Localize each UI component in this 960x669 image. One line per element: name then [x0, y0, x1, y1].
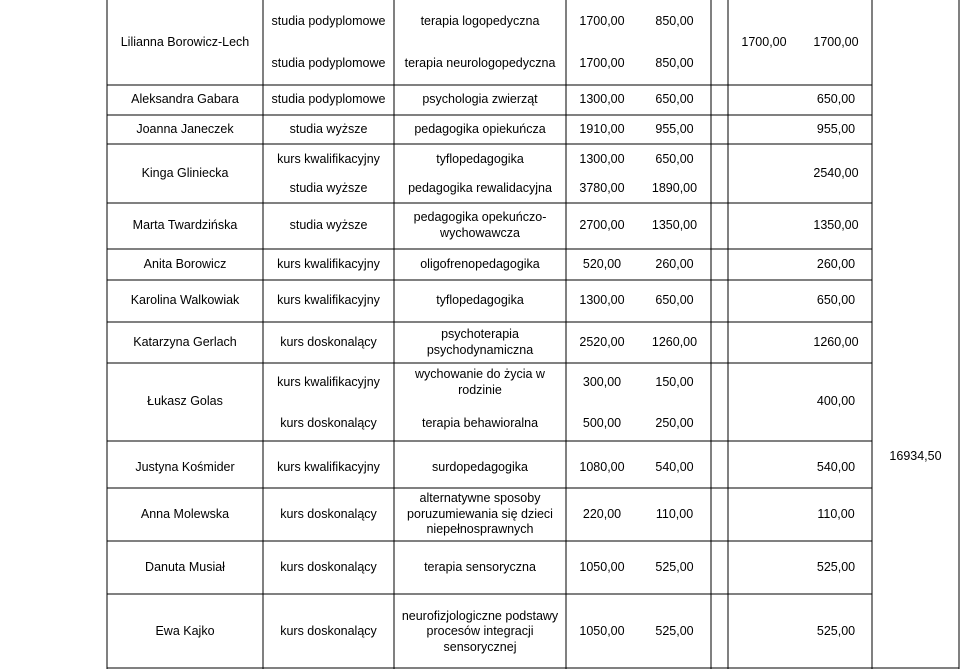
refund-value: 650,00	[655, 152, 694, 167]
cost-value: 500,00	[582, 416, 622, 431]
cost-value: 1300,00	[579, 152, 625, 167]
person-name: Justyna Kośmider	[135, 460, 235, 475]
subject: pedagogika opekuńczo- wychowawcza	[413, 210, 547, 240]
refund-value: 850,00	[655, 56, 694, 71]
person-name: Katarzyna Gerlach	[133, 334, 237, 349]
education-type: studia podyplomowe	[271, 92, 386, 107]
subject: tyflopedagogika	[436, 293, 524, 308]
education-type: kurs doskonalący	[280, 624, 377, 639]
subject: pedagogika rewalidacyjna	[408, 181, 552, 196]
person-total: 1700,00	[813, 34, 859, 49]
cost-value: 1910,00	[579, 121, 625, 136]
cost-value: 1300,00	[579, 92, 625, 107]
education-type: kurs kwalifikacyjny	[277, 152, 380, 167]
education-type: studia podyplomowe	[271, 14, 386, 29]
subject: neurofizjologiczne podstawy procesów integracji sensorycznej	[401, 608, 559, 654]
refund-value: 650,00	[655, 92, 694, 107]
person-total: 650,00	[816, 293, 856, 308]
education-type: kurs doskonalący	[280, 506, 377, 521]
refund-value: 1890,00	[651, 181, 698, 196]
cost-value: 1050,00	[579, 624, 625, 639]
person-name: Aleksandra Gabara	[131, 92, 239, 107]
education-type: kurs kwalifikacyjny	[277, 460, 380, 475]
person-total: 400,00	[816, 394, 856, 409]
refund-value: 1260,00	[651, 334, 698, 349]
refund-value: 110,00	[655, 506, 694, 521]
refund-value: 525,00	[655, 624, 694, 639]
cost-value: 3780,00	[579, 181, 625, 196]
cost-value: 300,00	[582, 375, 622, 390]
education-type: studia wyższe	[289, 181, 368, 196]
cost-value: 1700,00	[579, 56, 625, 71]
person-name: Lilianna Borowicz-Lech	[120, 34, 250, 49]
subject: terapia sensoryczna	[424, 559, 536, 574]
subject: oligofrenopedagogika	[420, 256, 540, 271]
person-total: 650,00	[816, 92, 856, 107]
education-type: kurs doskonalący	[280, 559, 377, 574]
subject: pedagogika opiekuńcza	[414, 121, 546, 136]
subject: terapia logopedyczna	[420, 14, 540, 29]
cost-value: 1300,00	[579, 293, 625, 308]
subject: alternatywne sposoby poruzumiewania się dzieci niepełnosprawnych	[407, 491, 553, 537]
education-type: kurs kwalifikacyjny	[277, 256, 380, 271]
person-name: Łukasz Golas	[147, 394, 223, 409]
refund-value: 525,00	[655, 559, 694, 574]
person-name: Anna Molewska	[140, 506, 230, 521]
person-name: Anita Borowicz	[143, 256, 227, 271]
education-type: kurs kwalifikacyjny	[277, 375, 380, 390]
refund-value: 540,00	[655, 460, 694, 475]
person-total: 525,00	[816, 624, 856, 639]
cost-value: 220,00	[582, 506, 622, 521]
education-type: kurs doskonalący	[280, 416, 377, 431]
education-type: studia wyższe	[289, 218, 368, 233]
person-name: Danuta Musiał	[145, 559, 225, 574]
subject: terapia neurologopedyczna	[404, 56, 556, 71]
person-name: Joanna Janeczek	[136, 121, 234, 136]
cost-value: 1080,00	[579, 460, 625, 475]
education-type: kurs kwalifikacyjny	[277, 293, 380, 308]
person-name: Kinga Gliniecka	[141, 165, 229, 180]
refund-value: 850,00	[655, 14, 694, 29]
person-total: 260,00	[816, 256, 856, 271]
education-type: studia podyplomowe	[271, 56, 386, 71]
refund-value: 260,00	[655, 256, 694, 271]
refund-value: 150,00	[655, 375, 694, 390]
person-total: 2540,00	[813, 165, 859, 180]
subject: psychoterapia psychodynamiczna	[426, 326, 534, 357]
refund-value: 955,00	[655, 121, 694, 136]
person-total: 1350,00	[813, 218, 859, 233]
refund-value: 650,00	[655, 293, 694, 308]
education-type: studia wyższe	[289, 121, 368, 136]
person-name: Ewa Kajko	[155, 624, 215, 639]
education-type: kurs doskonalący	[280, 334, 377, 349]
cost-value: 2700,00	[579, 218, 625, 233]
grand-total: 16934,50	[889, 449, 942, 464]
person-total: 955,00	[816, 121, 856, 136]
subject: surdopedagogika	[432, 460, 528, 475]
person-total: 1260,00	[813, 334, 859, 349]
person-total: 525,00	[816, 559, 856, 574]
person-name: Marta Twardzińska	[132, 218, 238, 233]
subject: tyflopedagogika	[436, 152, 524, 167]
person-name: Karolina Walkowiak	[130, 293, 240, 308]
subject: psychologia zwierząt	[422, 92, 538, 107]
refund-value: 250,00	[655, 416, 694, 431]
subject: wychowanie do życia w rodzinie	[415, 367, 545, 397]
cost-value: 1050,00	[579, 559, 625, 574]
refund-value: 1350,00	[651, 218, 698, 233]
cost-value: 520,00	[582, 256, 622, 271]
subject: terapia behawioralna	[421, 416, 539, 431]
person-total: 110,00	[817, 506, 855, 521]
cost-value: 1700,00	[579, 14, 625, 29]
person-total: 540,00	[816, 460, 856, 475]
summary-value-a: 1700,00	[741, 34, 787, 49]
cost-value: 2520,00	[579, 334, 625, 349]
